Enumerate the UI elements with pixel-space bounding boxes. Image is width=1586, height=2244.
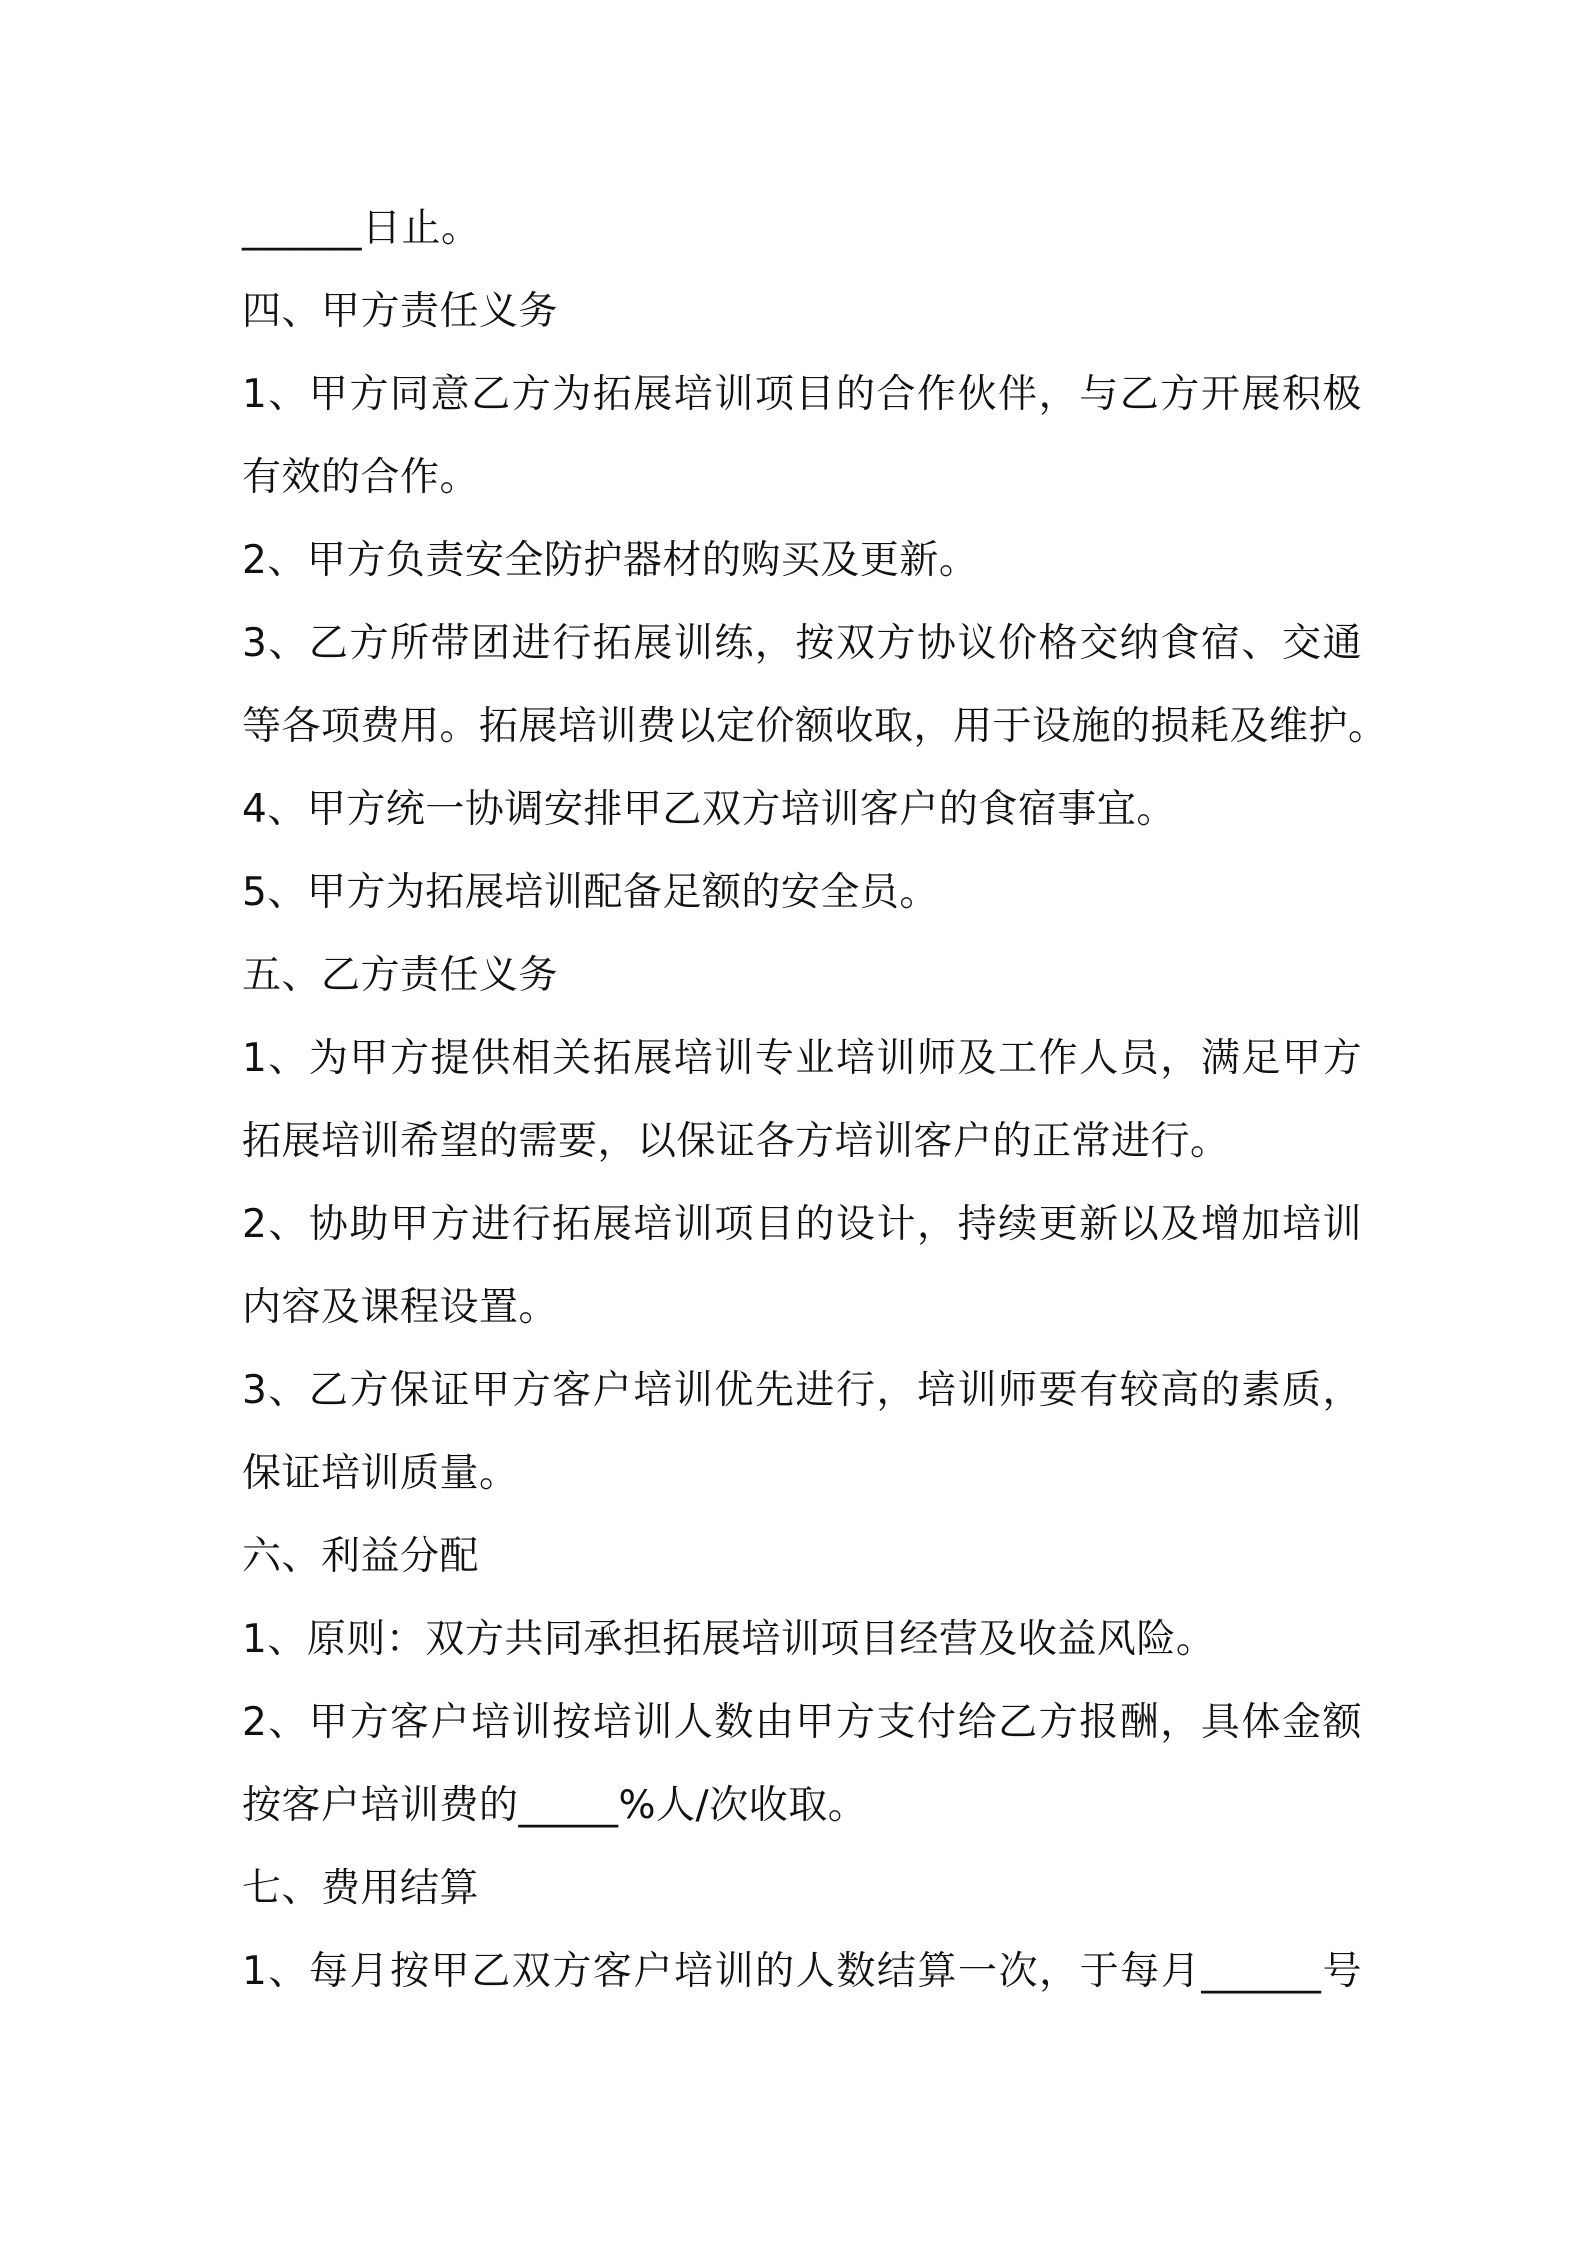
section-heading-5: 五、乙方责任义务 — [242, 953, 559, 998]
text-line-14: 内容及课程设置。 — [242, 1285, 559, 1330]
text-line-6: 3、乙方所带团进行拓展训练，按双方协议价格交纳食宿、交通 — [242, 621, 1362, 666]
text-line-7: 等各项费用。拓展培训费以定价额收取，用于设施的损耗及维护。 — [242, 704, 1388, 749]
text-line-16: 保证培训质量。 — [242, 1451, 519, 1496]
text-line-4: 有效的合作。 — [242, 455, 480, 500]
text-line-5: 2、甲方负责安全防护器材的购买及更新。 — [242, 538, 979, 583]
text-line-12: 拓展培训希望的需要，以保证各方培训客户的正常进行。 — [242, 1119, 1230, 1164]
text-line-20: 按客户培训费的_____%人/次收取。 — [242, 1783, 868, 1828]
text-line-15: 3、乙方保证甲方客户培训优先进行，培训师要有较高的素质， — [242, 1368, 1362, 1413]
text-line-9: 5、甲方为拓展培训配备足额的安全员。 — [242, 870, 939, 915]
text-line-8: 4、甲方统一协调安排甲乙双方培训客户的食宿事宜。 — [242, 787, 1176, 832]
text-line-19: 2、甲方客户培训按培训人数由甲方支付给乙方报酬，具体金额 — [242, 1700, 1362, 1745]
text-line-13: 2、协助甲方进行拓展培训项目的设计，持续更新以及增加培训 — [242, 1202, 1362, 1247]
text-line-1: ______日止。 — [242, 206, 481, 251]
text-line-3: 1、甲方同意乙方为拓展培训项目的合作伙伴，与乙方开展积极 — [242, 372, 1362, 417]
text-line-11: 1、为甲方提供相关拓展培训专业培训师及工作人员，满足甲方 — [242, 1036, 1362, 1081]
section-heading-4: 四、甲方责任义务 — [242, 289, 559, 334]
text-line-18: 1、原则：双方共同承担拓展培训项目经营及收益风险。 — [242, 1617, 1216, 1662]
section-heading-7: 七、费用结算 — [242, 1866, 480, 1911]
section-heading-6: 六、利益分配 — [242, 1534, 480, 1579]
text-line-22: 1、每月按甲乙双方客户培训的人数结算一次，于每月______号 — [242, 1949, 1362, 1994]
